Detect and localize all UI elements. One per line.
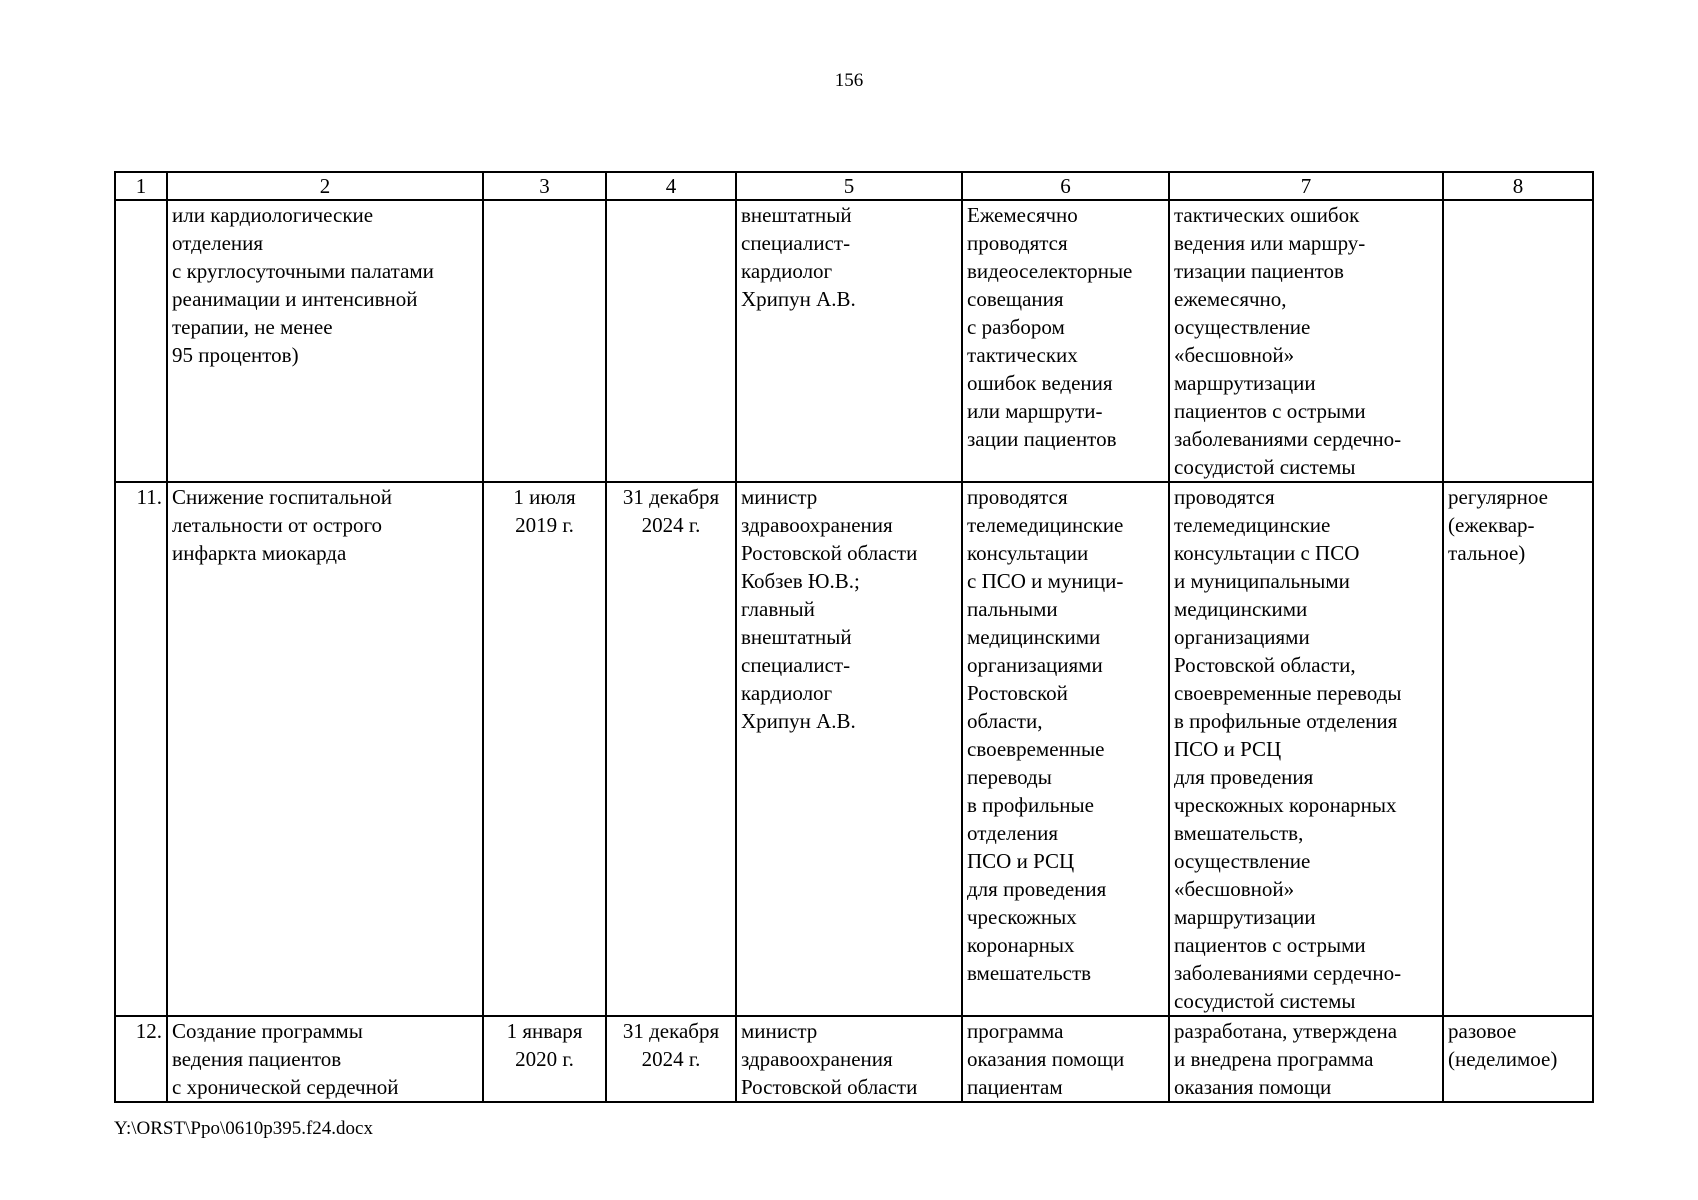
- cell-text-line: «бесшовной»: [1174, 877, 1295, 901]
- cell-text-line: летальности от острого: [172, 513, 383, 537]
- cell-text-line: вмешательств,: [1174, 821, 1304, 845]
- type-cell: [1443, 482, 1593, 1016]
- cell-text-line: ведения пациентов: [172, 1047, 342, 1071]
- cell-text-line: (ежеквар-: [1448, 513, 1535, 537]
- cell-text-line: 1 января: [506, 1019, 583, 1043]
- cell-text-line: Ежемесячно: [967, 203, 1078, 227]
- cell-text-line: главный: [741, 597, 815, 621]
- cell-text-line: кардиолог: [741, 681, 833, 705]
- cell-text-line: внештатный: [741, 625, 852, 649]
- cell-text-line: Ростовской области: [741, 1075, 918, 1099]
- cell-text-line: переводы: [967, 765, 1052, 789]
- cell-text-line: министр: [741, 485, 818, 509]
- cell-text-line: осуществление: [1174, 849, 1311, 873]
- end-date-cell: [606, 482, 736, 1016]
- table-row: [115, 1016, 1593, 1102]
- cell-text-line: пациентов с острыми: [1174, 399, 1366, 423]
- result-cell: [1169, 482, 1443, 1016]
- cell-text-line: Кобзев Ю.В.;: [741, 569, 860, 593]
- cell-text-line: Хрипун А.В.: [741, 287, 856, 311]
- cell-text-line: области,: [967, 709, 1043, 733]
- cell-text-line: и внедрена программа: [1174, 1047, 1374, 1071]
- cell-text-line: вмешательств: [967, 961, 1092, 985]
- measure-name-cell: [167, 1016, 483, 1102]
- cell-text-line: тизации пациентов: [1174, 259, 1344, 283]
- cell-text-line: тальное): [1448, 541, 1526, 565]
- cell-text-line: медицинскими: [967, 625, 1101, 649]
- cell-text-line: инфаркта миокарда: [172, 541, 347, 565]
- header-cell: 7: [1169, 172, 1443, 200]
- result-cell: [1169, 1016, 1443, 1102]
- responsible-cell: [736, 482, 962, 1016]
- header-cell: 4: [606, 172, 736, 200]
- cell-text-line: здравоохранения: [741, 1047, 893, 1071]
- cell-text-line: в профильные: [967, 793, 1094, 817]
- cell-text-line: Ростовской области,: [1174, 653, 1356, 677]
- cell-text-line: 2024 г.: [641, 1047, 701, 1071]
- cell-text-line: 95 процентов): [172, 343, 299, 367]
- end-date-cell: [606, 1016, 736, 1102]
- cell-text-line: проводятся: [967, 231, 1068, 255]
- cell-text-line: разработана, утверждена: [1174, 1019, 1398, 1043]
- cell-text-line: телемедицинские: [1174, 513, 1331, 537]
- cell-text-line: 31 декабря: [622, 1019, 720, 1043]
- result-cell: [1169, 200, 1443, 482]
- cell-text-line: Создание программы: [172, 1019, 363, 1043]
- cell-text-line: телемедицинские: [967, 513, 1124, 537]
- cell-text-line: для проведения: [967, 877, 1107, 901]
- cell-text-line: ПСО и РСЦ: [1174, 737, 1282, 761]
- cell-text-line: реанимации и интенсивной: [172, 287, 418, 311]
- cell-text-line: с разбором: [967, 315, 1065, 339]
- table-row: [115, 482, 1593, 1016]
- responsible-cell: [736, 200, 962, 482]
- cell-text-line: чрескожных коронарных: [1174, 793, 1397, 817]
- cell-text-line: тактических: [967, 343, 1078, 367]
- measure-name-cell: [167, 482, 483, 1016]
- measure-name-cell: [167, 200, 483, 482]
- type-cell: [1443, 200, 1593, 482]
- cell-text-line: разовое: [1448, 1019, 1517, 1043]
- cell-text-line: или кардиологические: [172, 203, 374, 227]
- cell-text-line: ошибок ведения: [967, 371, 1113, 395]
- cell-text-line: заболеваниями сердечно-: [1174, 427, 1402, 451]
- cell-text-line: организациями: [1174, 625, 1310, 649]
- start-date-cell: [483, 482, 606, 1016]
- cell-text-line: Снижение госпитальной: [172, 485, 392, 509]
- cell-text-line: тактических ошибок: [1174, 203, 1360, 227]
- characteristic-cell: [962, 482, 1169, 1016]
- characteristic-cell: [962, 200, 1169, 482]
- cell-text-line: с хронической сердечной: [172, 1075, 399, 1099]
- page-number: 156: [834, 70, 864, 91]
- cell-text-line: видеоселекторные: [967, 259, 1133, 283]
- cell-text-line: специалист-: [741, 653, 851, 677]
- cell-text-line: (неделимое): [1448, 1047, 1558, 1071]
- cell-text-line: терапии, не менее: [172, 315, 333, 339]
- document-table: [114, 171, 1594, 1103]
- cell-text-line: пальными: [967, 597, 1058, 621]
- cell-text-line: 12.: [135, 1019, 162, 1043]
- cell-text-line: заболеваниями сердечно-: [1174, 961, 1402, 985]
- cell-text-line: чрескожных: [967, 905, 1077, 929]
- start-date-cell: [483, 200, 606, 482]
- cell-text-line: или маршрути-: [967, 399, 1103, 423]
- header-cell: 1: [115, 172, 167, 200]
- cell-text-line: маршрутизации: [1174, 905, 1316, 929]
- row-number-cell: [115, 200, 167, 482]
- cell-text-line: сосудистой системы: [1174, 455, 1356, 479]
- cell-text-line: с ПСО и муници-: [967, 569, 1124, 593]
- header-cell: 6: [962, 172, 1169, 200]
- cell-text-line: внештатный: [741, 203, 852, 227]
- header-cell: 8: [1443, 172, 1593, 200]
- cell-text-line: пациентам: [967, 1075, 1063, 1099]
- table-row: [115, 200, 1593, 482]
- table-header-row: [115, 172, 1593, 200]
- cell-text-line: в профильные отделения: [1174, 709, 1398, 733]
- cell-text-line: для проведения: [1174, 765, 1314, 789]
- cell-text-line: проводятся: [967, 485, 1068, 509]
- responsible-cell: [736, 1016, 962, 1102]
- cell-text-line: Ростовской области: [741, 541, 918, 565]
- file-path-footer: Y:\ORST\Ppo\0610p395.f24.docx: [114, 1118, 373, 1139]
- cell-text-line: проводятся: [1174, 485, 1275, 509]
- row-number-cell: [115, 482, 167, 1016]
- cell-text-line: отделения: [172, 231, 264, 255]
- cell-text-line: организациями: [967, 653, 1103, 677]
- cell-text-line: регулярное: [1448, 485, 1548, 509]
- header-cell: 5: [736, 172, 962, 200]
- cell-text-line: ведения или маршру-: [1174, 231, 1366, 255]
- cell-text-line: министр: [741, 1019, 818, 1043]
- cell-text-line: ежемесячно,: [1174, 287, 1287, 311]
- cell-text-line: ПСО и РСЦ: [967, 849, 1075, 873]
- cell-text-line: 2020 г.: [515, 1047, 574, 1071]
- cell-text-line: программа: [967, 1019, 1064, 1043]
- end-date-cell: [606, 200, 736, 482]
- cell-text-line: Ростовской: [967, 681, 1068, 705]
- cell-text-line: 2024 г.: [641, 513, 701, 537]
- start-date-cell: [483, 1016, 606, 1102]
- cell-text-line: совещания: [967, 287, 1064, 311]
- cell-text-line: Хрипун А.В.: [741, 709, 856, 733]
- cell-text-line: медицинскими: [1174, 597, 1308, 621]
- cell-text-line: осуществление: [1174, 315, 1311, 339]
- cell-text-line: 11.: [136, 485, 162, 509]
- cell-text-line: сосудистой системы: [1174, 989, 1356, 1013]
- cell-text-line: своевременные: [967, 737, 1105, 761]
- cell-text-line: кардиолог: [741, 259, 833, 283]
- cell-text-line: своевременные переводы: [1174, 681, 1402, 705]
- cell-text-line: пациентов с острыми: [1174, 933, 1366, 957]
- cell-text-line: здравоохранения: [741, 513, 893, 537]
- header-cell: 2: [167, 172, 483, 200]
- type-cell: [1443, 1016, 1593, 1102]
- cell-text-line: «бесшовной»: [1174, 343, 1295, 367]
- cell-text-line: коронарных: [967, 933, 1075, 957]
- cell-text-line: 31 декабря: [622, 485, 720, 509]
- cell-text-line: 1 июля: [513, 485, 576, 509]
- cell-text-line: маршрутизации: [1174, 371, 1316, 395]
- cell-text-line: и муниципальными: [1174, 569, 1350, 593]
- row-number-cell: [115, 1016, 167, 1102]
- cell-text-line: оказания помощи: [1174, 1075, 1332, 1099]
- cell-text-line: отделения: [967, 821, 1059, 845]
- cell-text-line: с круглосуточными палатами: [172, 259, 434, 283]
- cell-text-line: консультации: [967, 541, 1089, 565]
- cell-text-line: специалист-: [741, 231, 851, 255]
- header-cell: 3: [483, 172, 606, 200]
- cell-text-line: оказания помощи: [967, 1047, 1125, 1071]
- cell-text-line: зации пациентов: [967, 427, 1117, 451]
- characteristic-cell: [962, 1016, 1169, 1102]
- cell-text-line: консультации с ПСО: [1174, 541, 1360, 565]
- cell-text-line: 2019 г.: [515, 513, 574, 537]
